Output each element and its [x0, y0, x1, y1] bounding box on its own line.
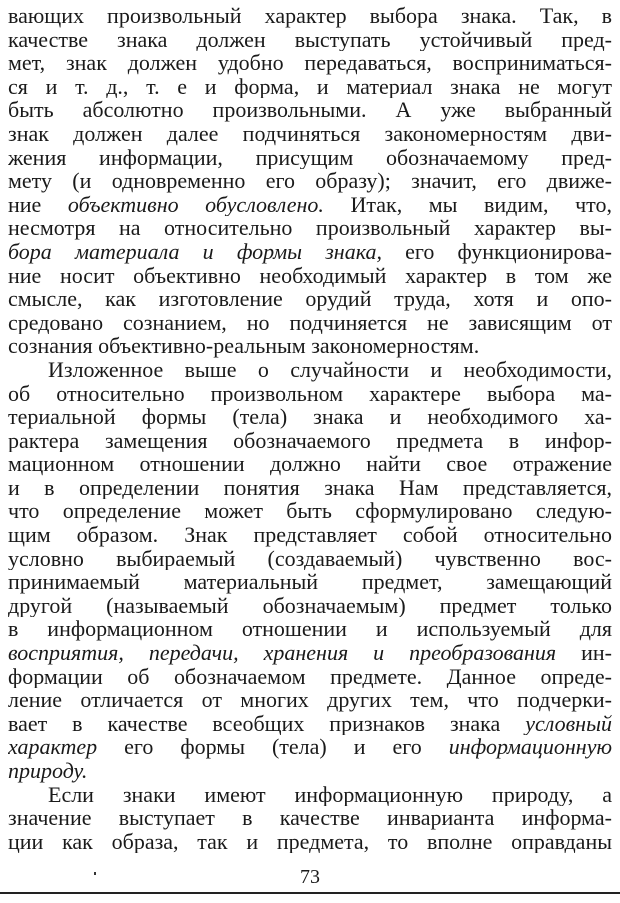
text-line [8, 594, 612, 618]
italic-text: восприятия, передачи, хранения и преобразования [8, 641, 557, 665]
text-line [8, 4, 612, 28]
text-line [8, 146, 612, 170]
text-segment: ин- [556, 641, 612, 665]
text-line [8, 169, 612, 193]
italic-text: объективно обусловлено. [67, 192, 324, 217]
text-segment: принимаемый материальный предмет, замещающий [8, 570, 612, 594]
text-segment: его функционирова- [381, 239, 612, 264]
text-segment: об относительно произвольном характере выбора ма- [8, 381, 612, 406]
text-segment: условно выбираемый (создаваемый) чувственно вос- [8, 546, 612, 571]
text-segment: ление отличается от многих других тем, что подчерки- [8, 688, 612, 712]
text-line [8, 429, 612, 453]
text-segment: вает в качестве всеобщих признаков знака [8, 711, 526, 736]
text-line [8, 311, 612, 335]
text-segment: быть абсолютно произвольными. А уже выбранный [8, 98, 612, 122]
text-line [8, 240, 612, 264]
text-line [8, 75, 612, 99]
text-line [8, 688, 612, 712]
text-line [8, 523, 612, 547]
text-line [8, 783, 612, 807]
text-segment: несмотря на относительно произвольный характер вы- [8, 216, 612, 240]
text-line [8, 264, 612, 288]
text-segment: жения информации, присущим обозначаемому пред- [8, 145, 612, 170]
text-line [8, 287, 612, 311]
text-segment: сознания объективно-реальным закономерностям. [8, 334, 480, 358]
text-line [8, 193, 612, 217]
text-segment: ции как образа, так и предмета, то вполне оправданы [8, 829, 612, 854]
text-segment: мет, знак должен удобно передаваться, восприниматься- [8, 51, 612, 75]
text-line [8, 28, 612, 52]
text-line [8, 830, 612, 854]
text-segment: ние [8, 192, 68, 217]
text-line [8, 547, 612, 571]
text-segment: Если знаки имеют информационную природу, а [48, 782, 612, 807]
text-line [8, 358, 612, 382]
italic-text: бора материала и формы знака, [8, 239, 382, 264]
italic-text: условный [525, 711, 612, 736]
text-line [8, 122, 612, 146]
italic-text: характер [8, 735, 98, 759]
page-number: 73 [300, 866, 320, 888]
text-segment: рактера замещения обозначаемого предмета в инфор- [8, 428, 612, 453]
text-line [8, 476, 612, 500]
text-segment: ние носит объективно необходимый характер в том же [8, 263, 612, 288]
text-segment: Изложенное выше о случайности и необходимости, [48, 357, 612, 382]
text-segment: значение выступает в качестве инварианта информа- [8, 806, 612, 830]
text-segment: териальной формы (тела) знака и необходимого ха- [8, 405, 612, 429]
body-text [8, 4, 612, 853]
text-segment: вающих произвольный характер выбора знака. Так, в [8, 4, 612, 28]
text-segment: что определение может быть сформулировано следую- [8, 499, 612, 524]
text-segment: и в определении понятия знака Нам представляется, [8, 475, 612, 500]
text-line [8, 405, 612, 429]
text-line [8, 98, 612, 122]
text-line [8, 641, 612, 665]
text-line [8, 216, 612, 240]
text-segment: знак должен далее подчиняться закономерностям дви- [8, 121, 612, 146]
text-segment: другой (называемый обозначаемым) предмет только [8, 593, 612, 618]
text-segment: его формы (тела) и его [97, 735, 449, 759]
text-segment: в информационном отношении и используемый для [8, 617, 612, 642]
text-line [8, 806, 612, 830]
text-segment: смысле, как изготовление орудий труда, хотя и опо- [8, 287, 612, 311]
text-segment: средовано сознанием, но подчиняется не зависящим от [8, 310, 612, 335]
text-segment: щим образом. Знак представляет собой относительно [8, 523, 612, 547]
text-segment: качестве знака должен выступать устойчивый пред- [8, 27, 612, 52]
text-line [8, 570, 612, 594]
text-line [8, 452, 612, 476]
text-line [8, 665, 612, 689]
text-segment: Итак, мы видим, что, [323, 192, 612, 217]
text-line [8, 499, 612, 523]
italic-text: информационную [448, 735, 612, 759]
text-line [8, 735, 612, 759]
text-segment: мету (и одновременно его образу); значит, его движе- [8, 169, 612, 193]
text-line [8, 712, 612, 736]
text-line [8, 51, 612, 75]
footer-rule [0, 892, 620, 894]
text-line [8, 382, 612, 406]
text-segment: ся и т. д., т. е и форма, и материал знака не могут [8, 74, 612, 99]
text-line [8, 759, 612, 783]
text-segment: мационном отношении должно найти свое отражение [8, 452, 612, 476]
text-line [8, 617, 612, 641]
text-line [8, 334, 612, 358]
text-segment: формации об обозначаемом предмете. Данное опреде- [8, 664, 612, 689]
italic-text: природу. [8, 759, 88, 783]
